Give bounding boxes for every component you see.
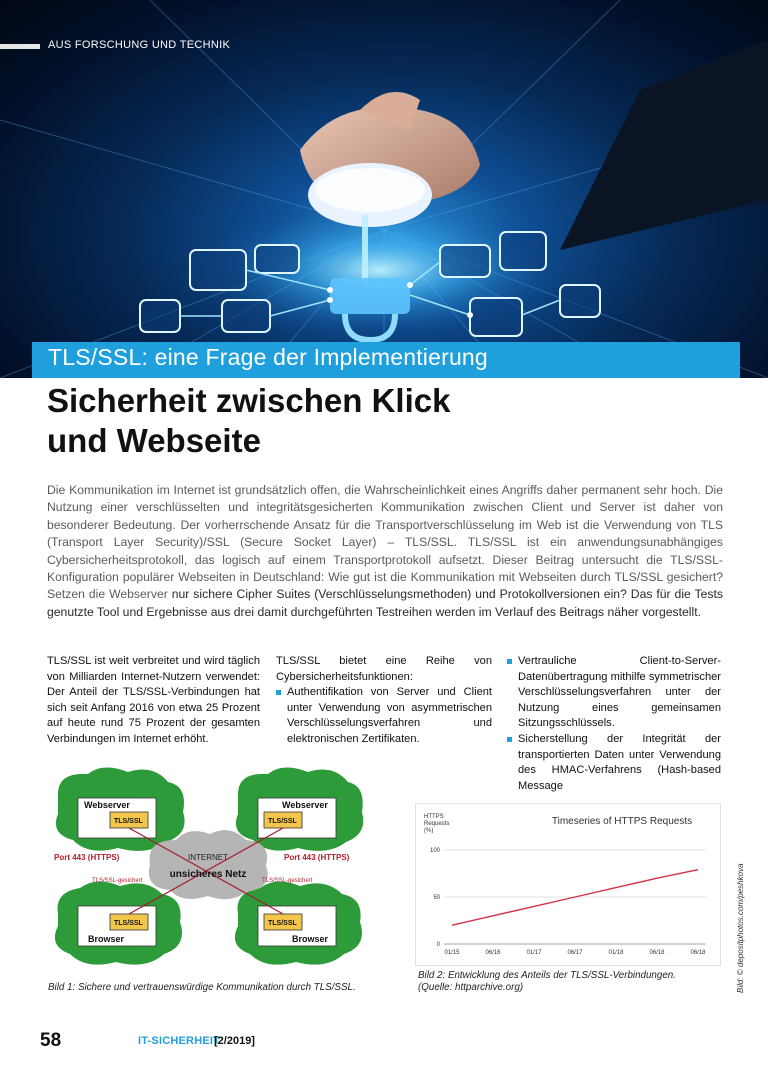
tls-label: TLS/SSL	[268, 818, 297, 825]
col3-list	[507, 654, 721, 794]
col2-list	[276, 685, 492, 747]
hero-illustration	[0, 0, 768, 378]
chart-y-ticks	[430, 848, 441, 948]
col2-intro: TLS/SSL bietet eine Reihe von Cybersicherheitsfunktionen:	[276, 655, 492, 683]
col1-paragraph: TLS/SSL ist weit verbreitet und wird täglich von Milliarden Internet-Nutzern verwendet: Der Anteil der TLS/SSL-Verbindungen hat sich seit Anfang 2016 von etwa 25 Prozent auf heute rund 75 Prozent der gesamten Verbindungen im Internet erhöht.	[47, 655, 260, 745]
webserver-label-left: Webserver	[84, 800, 130, 810]
cloud-label-unsafe: unsicheres Netz	[169, 869, 247, 880]
port-label-right: Port 443 (HTTPS)	[284, 853, 350, 862]
publication-name: IT-SICHERHEIT	[138, 1035, 221, 1047]
article-headline	[47, 381, 687, 461]
tls-label: TLS/SSL	[268, 920, 297, 927]
figure-1-diagram	[48, 764, 368, 978]
chart-x-tick-label: 01/18	[608, 950, 624, 956]
article-lead	[47, 482, 723, 621]
figure-1-caption: Bild 1: Sichere und vertrauenswürdige Kommunikation durch TLS/SSL.	[48, 982, 356, 993]
hero-image	[0, 0, 768, 378]
list-item: Vertrauliche Client-to-Server-Datenübertragung mithilfe symmetrischer Verschlüsselungsverfahren unter der Nutzung eines gemeinsamen Sitzungsschlüssels.	[507, 654, 721, 732]
chart-x-tick-label: 06/16	[485, 950, 501, 956]
headline-line-2: und Webseite	[47, 422, 261, 459]
topic-banner-text: TLS/SSL: eine Frage der Implementierung	[48, 344, 488, 370]
tls-label: TLS/SSL	[114, 920, 143, 927]
column-2	[276, 654, 492, 748]
chart-title: Timeseries of HTTPS Requests	[551, 816, 693, 827]
headline-line-1: Sicherheit zwischen Klick	[47, 382, 451, 419]
chart-x-tick-label: 01/15	[444, 950, 460, 956]
chart-x-tick-label: 06/18	[649, 950, 665, 956]
chart-y-tick-label: 50	[433, 895, 440, 901]
figure-2-chart	[415, 803, 721, 966]
issue-number: [2/2019]	[214, 1035, 255, 1047]
figure-2-caption-line-2: (Quelle: httparchive.org)	[418, 982, 524, 993]
section-marker	[0, 44, 40, 49]
chart-y-tick-label: 100	[429, 848, 440, 854]
webserver-label-right: Webserver	[282, 800, 328, 810]
section-label: AUS FORSCHUNG UND TECHNIK	[48, 39, 231, 51]
browser-label-left: Browser	[88, 934, 125, 944]
cloud-label-internet: INTERNET	[188, 853, 228, 862]
browser-label-right: Browser	[292, 934, 329, 944]
chart-x-tick-label: 06/17	[567, 950, 583, 956]
chart-x-ticks	[444, 950, 706, 956]
secured-label-left: TLS/SSL-gesichert	[92, 878, 143, 884]
chart-y-tick-label: 0	[436, 942, 440, 948]
chart-y-axis-label-line: Requests	[424, 821, 450, 827]
secured-label-right: TLS/SSL-gesichert	[262, 878, 313, 884]
figure-2-caption-line-1: Bild 2: Entwicklung des Anteils der TLS/SSL-Verbindungen.	[418, 970, 676, 981]
column-3	[507, 654, 721, 794]
list-item: Sicherstellung der Integrität der transportierten Daten unter Verwendung des HMAC-Verfahrens (Hash-based Message	[507, 732, 721, 794]
https-chart	[416, 804, 722, 967]
column-1	[47, 654, 260, 748]
tls-label: TLS/SSL	[114, 818, 143, 825]
chart-y-axis-label-line: HTTPS	[424, 814, 444, 820]
figure-2-caption	[418, 970, 718, 994]
chart-series-line	[452, 870, 698, 925]
page-number: 58	[40, 1030, 62, 1051]
port-label-left: Port 443 (HTTPS)	[54, 853, 120, 862]
list-item: Authentifikation von Server und Client unter Verwendung von asymmetrischen Verschlüsselungsverfahren und elektronischen Zertifikaten.	[276, 685, 492, 747]
chart-y-axis-label-line: (%)	[424, 828, 434, 834]
image-credit: Bild: © depositphotos.com/peshkova	[736, 863, 745, 993]
lead-part-2: nur sichere Cipher Suites (Verschlüsselungsmethoden) und Protokollversionen ein? Das für die Tests genutzte Tool und Ergebnisse aus drei damit durchgeführten Testreihen werden im Verlauf des Beitrags näher vorgestellt.	[47, 587, 723, 619]
chart-x-tick-label: 06/18	[690, 950, 706, 956]
chart-x-tick-label: 01/17	[526, 950, 542, 956]
chart-y-axis-label	[424, 814, 449, 834]
lead-part-1: Die Kommunikation im Internet ist grundsätzlich offen, die Wahrscheinlichkeit eines Angriffs daher permanent sehr hoch. Die Nutzung einer verschlüsselten und integritätsgesicherten Kommunikation zwischen Client und Server ist daher von besonderer Bedeutung. Der vorherrschende Ansatz für die Transportverschlüsselung im Web ist die Verwendung von TLS (Transport Layer Security)/SSL (Secure Socket Layer) – TLS/SSL. TLS/SSL ist ein anwendungsunabhängiges Cybersicherheitsprotokoll, das logisch auf einem Transportprotokoll aufsetzt. Dieser Beitrag untersucht die TLS/SSL-Konfiguration populärer Webseiten in Deutschland: Wie gut ist die Kommunikation mit Webseiten durch TLS/SSL gesichert? Setzen die Webserver	[47, 483, 723, 602]
